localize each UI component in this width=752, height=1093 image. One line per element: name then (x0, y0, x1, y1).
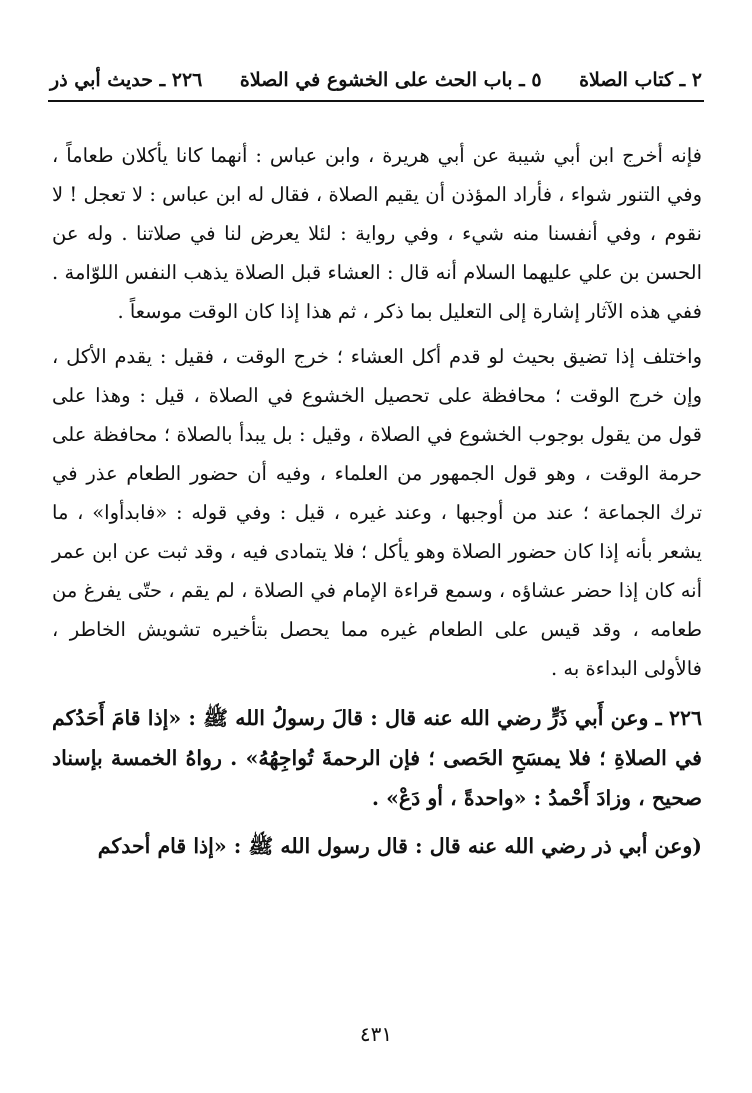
paragraph-ikhtilaf: واختلف إذا تضيق بحيث لو قدم أكل العشاء ؛ خرج الوقت ، فقيل : يقدم الأكل ، وإن خرج الوقت ؛ محافظة على تحصيل الخشوع في الصلاة ، قيل : وهذا على قول من يقول بوجوب الخشوع في الصلاة ، وقيل : بل يبدأ بالصلاة ؛ محافظة على حرمة الوقت ، وهو قول الجمهور من العلماء ، وفيه أن حضور الطعام عذر في ترك الجماعة ؛ عند من أوجبها ، وعند غيره ، قيل : وفي قوله : «فابدأوا» ، ما يشعر بأنه إذا كان حضور الصلاة وهو يأكل ؛ فلا يتمادى فيه ، وقد ثبت عن ابن عمر أنه كان إذا حضر عشاؤه ، وسمع قراءة الإمام في الصلاة ، لم يقم ، حتّى يفرغ من طعامه ، وقد قيس على الطعام غيره مما يحصل بتأخيره تشويش الخاطر ، فالأولى البداءة به . (52, 345, 702, 680)
header-chapter: ٢ ـ كتاب الصلاة (579, 69, 702, 91)
page-body (52, 136, 702, 866)
header-hadith-ref: ٢٢٦ ـ حديث أبي ذر (50, 69, 203, 91)
page-number: ٤٣١ (359, 1022, 393, 1046)
hadith-block (52, 698, 702, 818)
commentary-start: (وعن أبي ذر رضي الله عنه قال : قال رسول الله ﷺ : «إذا قام أحدكم (97, 834, 702, 858)
paragraph-athar: فإنه أخرج ابن أبي شيبة عن أبي هريرة ، وابن عباس : أنهما كانا يأكلان طعاماً ، وفي التنور شواء ، فأراد المؤذن أن يقيم الصلاة ، فقال له ابن عباس : لا تعجل ! لا نقوم ، وفي أنفسنا منه شيء ، وفي رواية : لئلا يعرض لنا في صلاتنا . وله عن الحسن بن علي عليهما السلام أنه قال : العشاء قبل الصلاة يذهب النفس اللوّامة . ففي هذه الآثار إشارة إلى التعليل بما ذكر ، ثم هذا إذا كان الوقت موسعاً . (52, 144, 702, 323)
header-divider (48, 100, 704, 102)
running-header (50, 60, 702, 100)
hadith-text: ٢٢٦ ـ وعن أَبي ذَرٍّ رضي الله عنه قال : قالَ رسولُ الله ﷺ : «إذا قامَ أَحَدُكم في الصلاةِ ؛ فلا يمسَحِ الحَصى ؛ فإن الرحمةَ تُواجِهُهُ» . رواهُ الخمسة بإسناد صحيح ، وزادَ أَحْمدُ : «واحدةً ، أو دَعْ» . (52, 706, 702, 810)
header-section: ٥ ـ باب الحث على الخشوع في الصلاة (239, 69, 542, 91)
